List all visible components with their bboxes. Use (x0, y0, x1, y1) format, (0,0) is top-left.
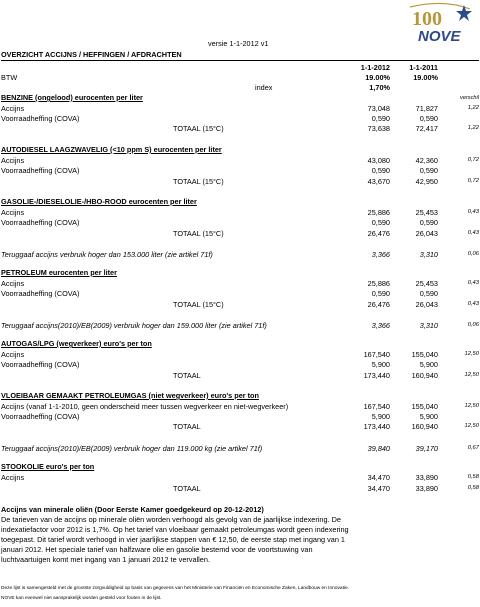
lpg-total-2012: 173,440 (363, 371, 390, 380)
title-divider (1, 60, 479, 61)
petroleum-total-diff: 0,43 (467, 301, 479, 307)
section-title-petroleum: PETROLEUM eurocenten per liter (1, 268, 117, 277)
gasolie-cova-2011: 0,590 (419, 218, 438, 227)
gasolie-accijns-2012: 25,886 (367, 208, 390, 217)
stookolie-accijns-label: Accijns (1, 473, 25, 482)
stookolie-total-diff: 0,58 (467, 485, 479, 491)
stookolie-total-2012: 34,470 (367, 484, 390, 493)
petroleum-cova-2012: 0,590 (371, 289, 390, 298)
btw-2011: 19.00% (413, 73, 438, 82)
vloeibaar-total-label: TOTAAL (173, 422, 201, 431)
gasolie-total-2012: 26,476 (367, 229, 390, 238)
benzine-accijns-diff: 1,22 (467, 105, 479, 111)
lpg-total-label: TOTAAL (173, 371, 201, 380)
gasolie-total-diff: 0,43 (467, 230, 479, 236)
disclaimer-line-2: NOVE kan evenwel niet aansprakelijk worden gesteld voor fouten in de lijst. (1, 596, 162, 601)
disclaimer-line-1: Deze lijst is samengesteld met de grootste zorgvuldigheid op basis van gegevens van het Ministerie van Financiën en Economische Zaken, Landbouw en Innovatie. (1, 586, 349, 591)
logo-star-icon (456, 5, 472, 21)
benzine-accijns-label: Accijns (1, 104, 25, 113)
vloeibaar-refund-label: Teruggaaf accijns(2010)/EB(2009) verbruik hoger dan 119.000 kg (zie artikel 71f) (1, 444, 263, 453)
logo-nove-text: NOVE (418, 28, 461, 45)
section-title-diesel: AUTODIESEL LAAGZWAVELIG (<10 ppm S) eurocenten per liter (1, 145, 222, 154)
diesel-accijns-label: Accijns (1, 156, 25, 165)
petroleum-total-2011: 26,043 (415, 300, 438, 309)
gasolie-refund-2011: 3,310 (419, 250, 438, 259)
benzine-accijns-2012: 73,048 (367, 104, 390, 113)
benzine-cova-2011: 0,590 (419, 114, 438, 123)
diesel-accijns-diff: 0,72 (467, 157, 479, 163)
gasolie-accijns-label: Accijns (1, 208, 25, 217)
stookolie-accijns-diff: 0,58 (467, 474, 479, 480)
stookolie-total-2011: 33,890 (415, 484, 438, 493)
petroleum-cova-label: Voorraadheffing (COVA) (1, 289, 80, 298)
lpg-accijns-diff: 12,50 (464, 351, 479, 357)
lpg-total-2011: 160,940 (411, 371, 438, 380)
benzine-accijns-2011: 71,827 (415, 104, 438, 113)
gasolie-refund-2012: 3,366 (371, 250, 390, 259)
diesel-accijns-2011: 42,360 (415, 156, 438, 165)
diesel-cova-2012: 0,590 (371, 166, 390, 175)
lpg-cova-2012: 5,900 (371, 360, 390, 369)
benzine-cova-2012: 0,590 (371, 114, 390, 123)
section-title-stookolie: STOOKOLIE euro's per ton (1, 462, 95, 471)
petroleum-accijns-diff: 0,43 (467, 280, 479, 286)
index-value: 1,70% (369, 83, 390, 92)
gasolie-refund-diff: 0,06 (467, 251, 479, 257)
lpg-cova-2011: 5,900 (419, 360, 438, 369)
gasolie-accijns-diff: 0,43 (467, 209, 479, 215)
petroleum-refund-2011: 3,310 (419, 321, 438, 330)
stookolie-accijns-2012: 34,470 (367, 473, 390, 482)
vloeibaar-refund-2011: 39,170 (415, 444, 438, 453)
section-title-gasolie: GASOLIE-/DIESELOLIE-/HBO-ROOD eurocenten per liter (1, 197, 197, 206)
vloeibaar-cova-label: Voorraadheffing (COVA) (1, 412, 80, 421)
vloeibaar-cova-2011: 5,900 (419, 412, 438, 421)
vloeibaar-total-2011: 160,940 (411, 422, 438, 431)
btw-2012: 19.00% (365, 73, 390, 82)
petroleum-refund-label: Teruggaaf accijns(2010)/EB(2009) verbruik hoger dan 159.000 liter (zie artikel 71f) (1, 321, 267, 330)
lpg-accijns-label: Accijns (1, 350, 25, 359)
gasolie-total-label: TOTAAL (15°C) (173, 229, 224, 238)
diesel-cova-2011: 0,590 (419, 166, 438, 175)
notes-body: De tarieven van de accijns op minerale oliën worden verhoogd als gevolg van de jaarlijkse indexering. De indexatiefactor voor 2012 is 1,7%. Op het tarief van vloeibaar gemaakt petroleumgas wordt geen indexering toegepast. Dit tarief wordt verhoogd in vier jaarlijkse stappen van € 12,50, de eerste stap met ingang van 1 januari 2012. Het speciale tarief van halfzware olie en gasolie bestemd voor de voortstuwing van luchtvaartuigen komt met ingang van 1 januari 2012 te vervallen. (1, 515, 349, 564)
lpg-total-diff: 12,50 (464, 372, 479, 378)
diesel-total-2011: 42,950 (415, 177, 438, 186)
gasolie-total-2011: 26,043 (415, 229, 438, 238)
vloeibaar-accijns-label: Accijns (vanaf 1-1-2010, geen onderscheid meer tussen wegverkeer en niet-wegverkeer) (1, 402, 289, 411)
verschil-label: verschil (460, 95, 479, 101)
section-title-vloeibaar: VLOEIBAAR GEMAAKT PETROLEUMGAS (niet wegverkeer) euro's per ton (1, 391, 259, 400)
petroleum-accijns-2011: 25,453 (415, 279, 438, 288)
col-header-2011: 1-1-2011 (409, 63, 438, 72)
logo-100-text: 100 (412, 8, 442, 30)
benzine-total-2011: 72,417 (415, 124, 438, 133)
lpg-accijns-2011: 155,040 (411, 350, 438, 359)
petroleum-refund-diff: 0,06 (467, 322, 479, 328)
petroleum-total-2012: 26,476 (367, 300, 390, 309)
stookolie-accijns-2011: 33,890 (415, 473, 438, 482)
diesel-cova-label: Voorraadheffing (COVA) (1, 166, 80, 175)
benzine-total-diff: 1,22 (467, 125, 479, 131)
vloeibaar-refund-diff: 0,67 (467, 445, 479, 451)
petroleum-refund-2012: 3,366 (371, 321, 390, 330)
vloeibaar-accijns-diff: 12,50 (464, 403, 479, 409)
vloeibaar-refund-2012: 39,840 (367, 444, 390, 453)
diesel-total-label: TOTAAL (15°C) (173, 177, 224, 186)
gasolie-cova-2012: 0,590 (371, 218, 390, 227)
vloeibaar-total-2012: 173,440 (363, 422, 390, 431)
benzine-total-label: TOTAAL (15°C) (173, 124, 224, 133)
gasolie-accijns-2011: 25,453 (415, 208, 438, 217)
diesel-accijns-2012: 43,080 (367, 156, 390, 165)
lpg-accijns-2012: 167,540 (363, 350, 390, 359)
petroleum-total-label: TOTAAL (15°C) (173, 300, 224, 309)
benzine-cova-label: Voorraadheffing (COVA) (1, 114, 80, 123)
petroleum-accijns-2012: 25,886 (367, 279, 390, 288)
section-title-lpg: AUTOGAS/LPG (wegverkeer) euro's per ton (1, 339, 152, 348)
index-label: index (255, 83, 273, 92)
version-label: versie 1-1-2012 v1 (208, 39, 269, 48)
vloeibaar-total-diff: 12,50 (464, 423, 479, 429)
btw-label: BTW (1, 73, 18, 82)
notes-title: Accijns van minerale oliën (Door Eerste Kamer goedgekeurd op 20-12-2012) (1, 505, 264, 514)
benzine-total-2012: 73,638 (367, 124, 390, 133)
petroleum-accijns-label: Accijns (1, 279, 25, 288)
vloeibaar-cova-2012: 5,900 (371, 412, 390, 421)
section-title-benzine: BENZINE (ongelood) eurocenten per liter (1, 93, 143, 102)
diesel-total-2012: 43,670 (367, 177, 390, 186)
gasolie-refund-label: Teruggaaf accijns verbruik hoger dan 153.000 liter (zie artikel 71f) (1, 250, 213, 259)
nove-100-logo (404, 1, 476, 46)
col-header-2012: 1-1-2012 (360, 63, 390, 72)
lpg-cova-label: Voorraadheffing (COVA) (1, 360, 80, 369)
stookolie-total-label: TOTAAL (173, 484, 201, 493)
gasolie-cova-label: Voorraadheffing (COVA) (1, 218, 80, 227)
vloeibaar-accijns-2011: 155,040 (411, 402, 438, 411)
petroleum-cova-2011: 0,590 (419, 289, 438, 298)
vloeibaar-accijns-2012: 167,540 (363, 402, 390, 411)
diesel-total-diff: 0,72 (467, 178, 479, 184)
page-title: OVERZICHT ACCIJNS / HEFFINGEN / AFDRACHTEN (1, 50, 182, 59)
